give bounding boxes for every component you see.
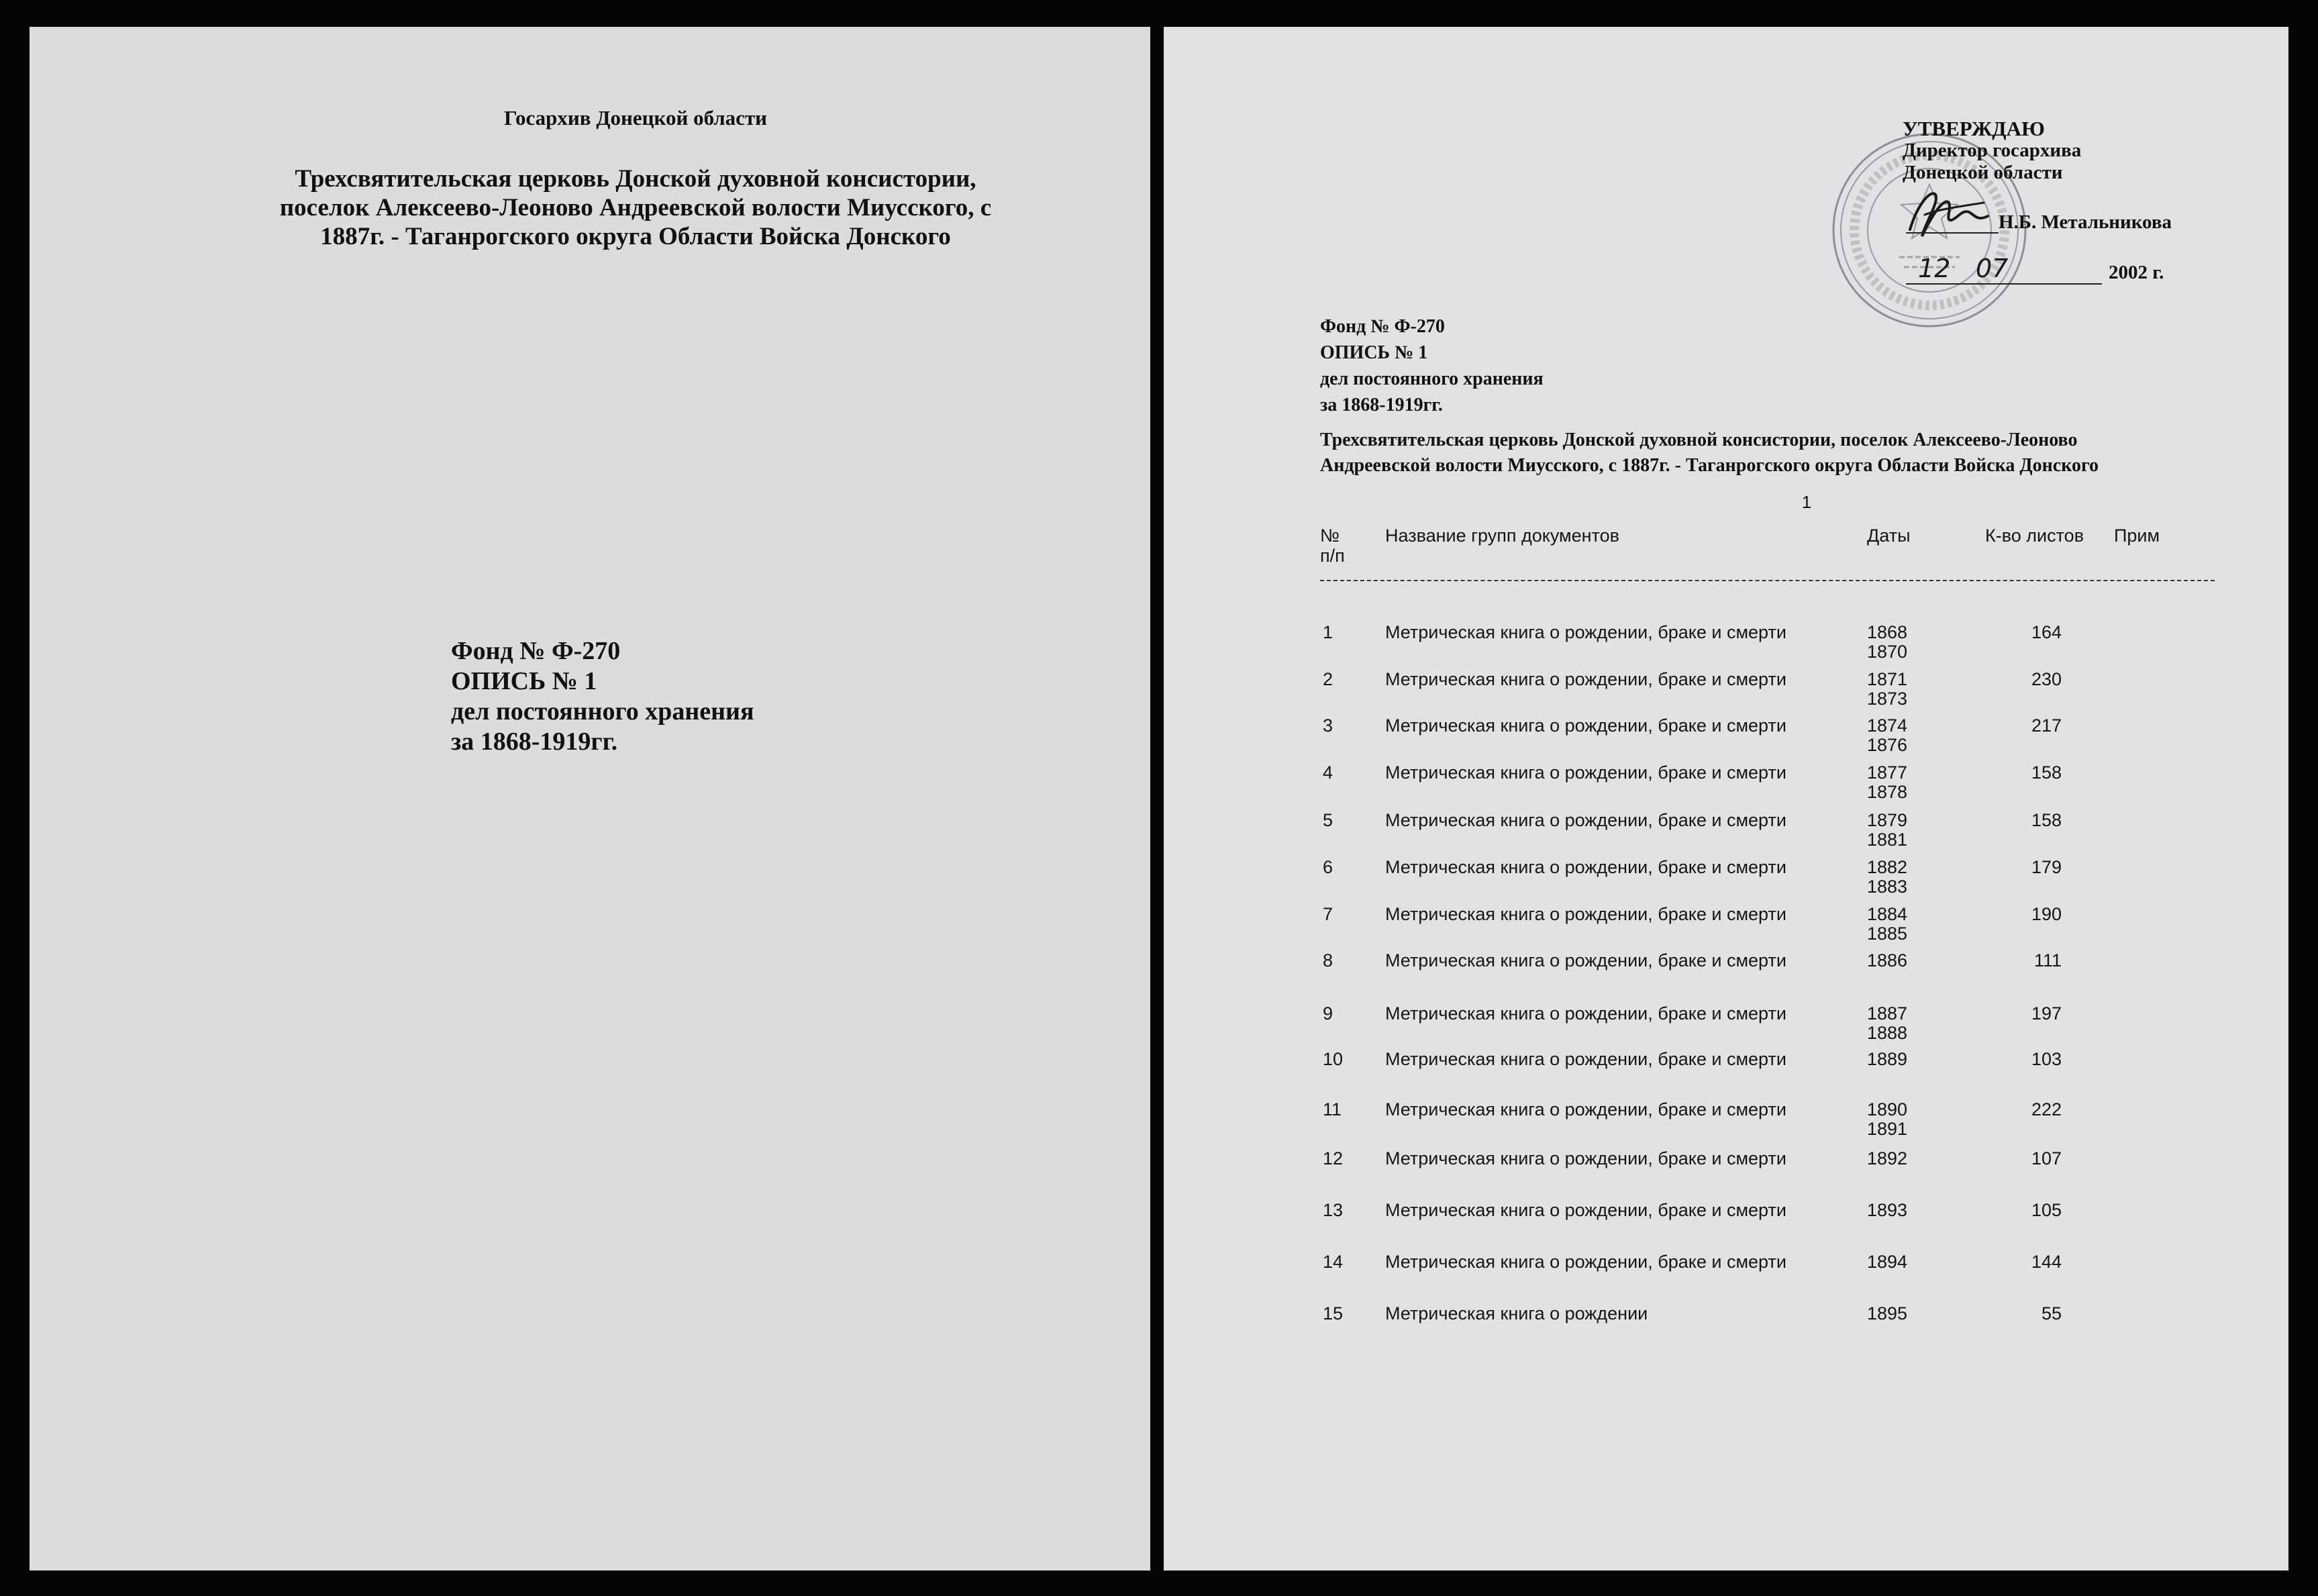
table-row-sheet-count: 158 (2031, 762, 2062, 783)
table-row-title: Метрическая книга о рождении, браке и смерти (1385, 1003, 1786, 1024)
inventory-number: ОПИСЬ № 1 (1320, 342, 1428, 363)
approver-name: Н.Б. Метальникова (1999, 211, 2172, 233)
inventory-number: ОПИСЬ № 1 (451, 667, 597, 695)
approver-position: Директор госархива (1903, 140, 2082, 161)
left-page-cover (30, 27, 1150, 1570)
table-row-number: 5 (1323, 810, 1333, 830)
table-row-number: 7 (1323, 904, 1333, 924)
church-title-line: Трехсвятительская церковь Донской духовной консистории, (295, 165, 976, 193)
table-row-sheet-count: 103 (2031, 1049, 2062, 1069)
table-row-date-start: 1886 (1867, 950, 1908, 970)
signature (1905, 183, 1992, 244)
table-row-date-start: 1890 (1867, 1099, 1908, 1119)
table-row-title: Метрическая книга о рождении, браке и смерти (1385, 950, 1786, 970)
table-row-date-start: 1887 (1867, 1003, 1908, 1024)
table-row-number: 9 (1323, 1003, 1333, 1024)
page-number: 1 (1801, 492, 1812, 512)
right-page-inventory (1164, 27, 2288, 1570)
table-row-date-end: 1885 (1867, 924, 1908, 944)
table-row-sheet-count: 158 (2031, 810, 2062, 830)
table-row-title: Метрическая книга о рождении, браке и смерти (1385, 669, 1786, 689)
table-row-sheet-count: 222 (2031, 1099, 2062, 1119)
table-row-date-start: 1868 (1867, 622, 1908, 642)
table-row-title: Метрическая книга о рождении, браке и смерти (1385, 904, 1786, 924)
header-sheet-count: К-во листов (1985, 526, 2084, 546)
table-row-sheet-count: 179 (2031, 857, 2062, 877)
church-title (280, 164, 991, 251)
period: за 1868-1919гг. (1320, 395, 1443, 415)
table-row-date-end: 1876 (1867, 735, 1908, 755)
table-row-date-start: 1884 (1867, 904, 1908, 924)
table-row-number: 13 (1323, 1200, 1344, 1220)
table-row-date-end: 1873 (1867, 689, 1908, 709)
header-dates: Даты (1867, 526, 1911, 546)
archive-name: Госархив Донецкой области (503, 106, 768, 130)
fond-block (451, 636, 754, 757)
fond-number: Фонд № Ф-270 (1320, 316, 1445, 337)
table-row-sheet-count: 105 (2031, 1200, 2062, 1220)
table-row-number: 12 (1323, 1148, 1344, 1168)
church-title-line: поселок Алексеево-Леоново Андреевской волости Миусского, с (279, 194, 992, 221)
table-row-sheet-count: 197 (2031, 1003, 2062, 1024)
table-row-sheet-count: 111 (2033, 950, 2062, 970)
table-row-date-start: 1893 (1867, 1200, 1908, 1220)
approval-month: 07 (1976, 254, 2009, 283)
church-title-line: Трехсвятительская церковь Донской духовной консистории, поселок Алексеево-Леоново (1320, 430, 2078, 450)
table-row-title: Метрическая книга о рождении, браке и смерти (1385, 1049, 1786, 1069)
table-row-date-end: 1888 (1867, 1023, 1908, 1043)
table-row-date-start: 1894 (1867, 1252, 1908, 1272)
table-row-number: 15 (1323, 1303, 1344, 1324)
table-row-title: Метрическая книга о рождении, браке и смерти (1385, 810, 1786, 830)
table-row-sheet-count: 190 (2031, 904, 2062, 924)
church-title-line: Андреевской волости Миусского, с 1887г. - Таганрогского округа Области Войска Донского (1320, 455, 2099, 476)
table-row-title: Метрическая книга о рождении, браке и смерти (1385, 1200, 1786, 1220)
table-row-sheet-count: 144 (2031, 1252, 2062, 1272)
table-row-title: Метрическая книга о рождении (1385, 1303, 1648, 1324)
approval-year: 2002 г. (2109, 262, 2164, 283)
table-row-title: Метрическая книга о рождении, браке и смерти (1385, 715, 1786, 736)
table-row-date-start: 1889 (1867, 1049, 1908, 1069)
approval-block (1903, 117, 2081, 184)
table-row-date-end: 1870 (1867, 642, 1908, 662)
header-notes: Прим (2114, 526, 2160, 546)
table-row-title: Метрическая книга о рождении, браке и смерти (1385, 762, 1786, 783)
approval-day: 12 (1918, 254, 1951, 283)
table-row-number: 10 (1323, 1049, 1344, 1069)
storage-type: дел постоянного хранения (1320, 368, 1544, 389)
table-row-date-end: 1881 (1867, 830, 1908, 850)
table-row-title: Метрическая книга о рождении, браке и смерти (1385, 1148, 1786, 1168)
table-row-number: 11 (1323, 1099, 1342, 1119)
fond-block (1320, 313, 1544, 418)
date-line (1906, 283, 2102, 285)
table-row-number: 4 (1323, 762, 1333, 783)
table-divider (1320, 580, 2215, 581)
table-row-date-start: 1895 (1867, 1303, 1908, 1324)
header-number: № (1320, 526, 1340, 546)
header-document-group: Название групп документов (1385, 526, 1619, 546)
header-number-sub: п/п (1320, 546, 1345, 566)
table-row-date-start: 1877 (1867, 762, 1908, 783)
signature-line (1906, 232, 1999, 234)
table-row-date-start: 1871 (1867, 669, 1908, 689)
table-row-number: 3 (1323, 715, 1333, 736)
table-row-sheet-count: 164 (2031, 622, 2062, 642)
church-title-line: 1887г. - Таганрогского округа Области Войска Донского (320, 223, 951, 250)
table-row-number: 6 (1323, 857, 1333, 877)
table-row-sheet-count: 217 (2031, 715, 2062, 736)
table-row-title: Метрическая книга о рождении, браке и смерти (1385, 857, 1786, 877)
approval-title: УТВЕРЖДАЮ (1903, 117, 2045, 140)
table-row-date-end: 1878 (1867, 782, 1908, 802)
table-row-date-start: 1892 (1867, 1148, 1908, 1168)
table-row-date-end: 1891 (1867, 1119, 1908, 1139)
table-row-sheet-count: 230 (2031, 669, 2062, 689)
table-row-title: Метрическая книга о рождении, браке и смерти (1385, 1252, 1786, 1272)
table-row-title: Метрическая книга о рождении, браке и смерти (1385, 622, 1786, 642)
table-row-number: 14 (1323, 1252, 1344, 1272)
table-row-date-end: 1883 (1867, 877, 1908, 897)
table-row-number: 8 (1323, 950, 1333, 970)
fond-number: Фонд № Ф-270 (451, 637, 621, 665)
table-row-sheet-count: 107 (2031, 1148, 2062, 1168)
period: за 1868-1919гг. (451, 728, 618, 756)
table-row-date-start: 1882 (1867, 857, 1908, 877)
table-row-date-start: 1874 (1867, 715, 1908, 736)
table-row-number: 1 (1323, 622, 1333, 642)
storage-type: дел постоянного хранения (451, 697, 754, 726)
table-row-sheet-count: 55 (2041, 1303, 2062, 1324)
approver-organization: Донецкой области (1903, 162, 2063, 183)
table-row-title: Метрическая книга о рождении, браке и смерти (1385, 1099, 1786, 1119)
table-row-number: 2 (1323, 669, 1333, 689)
table-row-date-start: 1879 (1867, 810, 1908, 830)
church-title (1320, 428, 2099, 479)
